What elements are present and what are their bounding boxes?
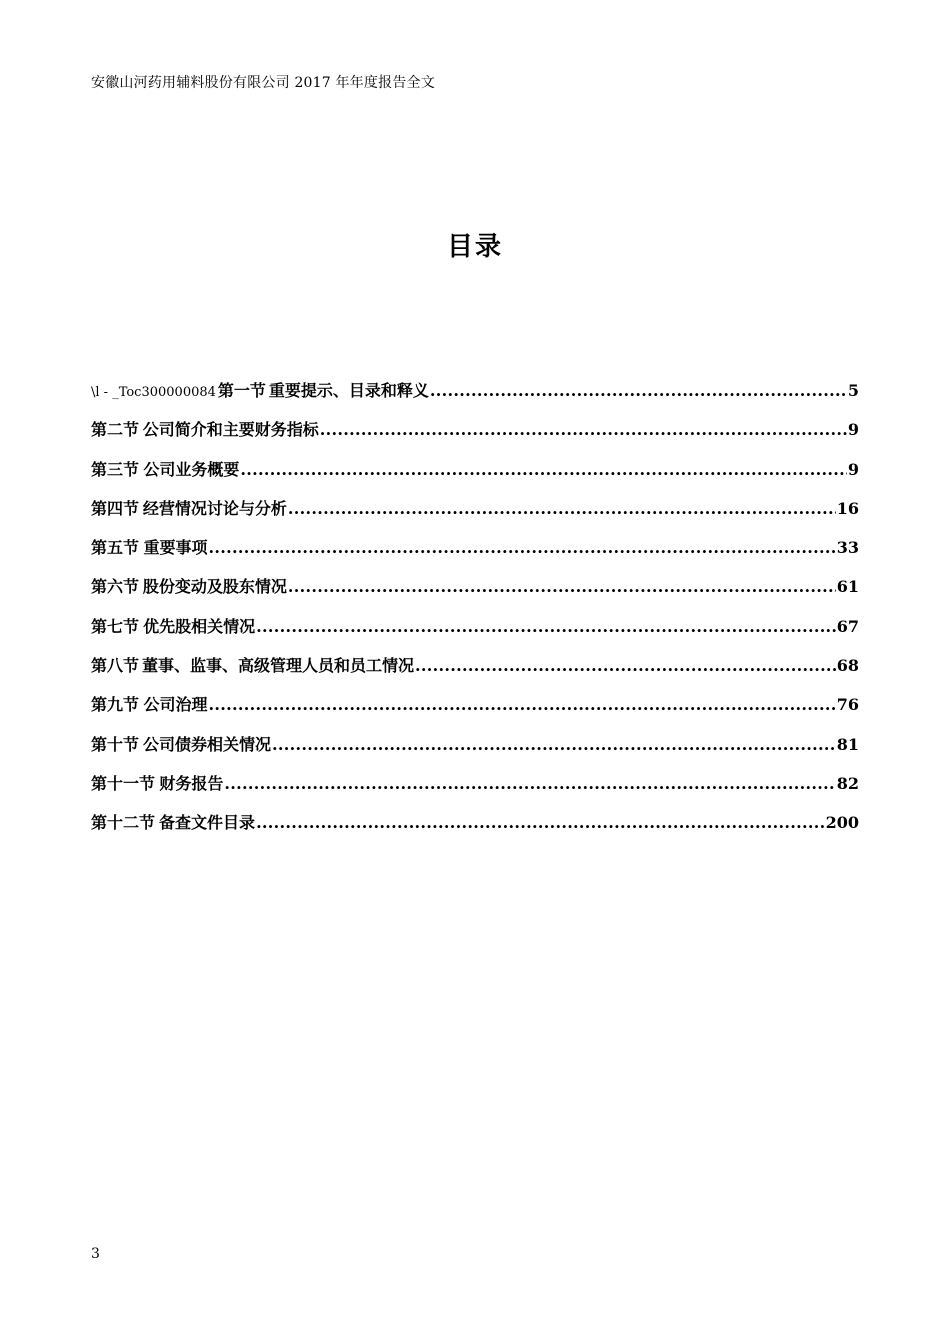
toc-entry-4[interactable] — [91, 496, 859, 535]
toc-entry-title: 公司简介和主要财务指标 — [142, 420, 319, 440]
toc-entry-page: 76 — [836, 695, 859, 715]
toc-dot-leader — [208, 695, 835, 714]
toc-entry-9[interactable] — [91, 692, 859, 731]
toc-entry-title: 公司债券相关情况 — [143, 734, 272, 754]
toc-entry-5[interactable] — [91, 535, 859, 574]
toc-entry-number: 第五节 — [91, 538, 140, 558]
toc-entry-page: 68 — [836, 656, 859, 676]
toc-entry-page: 9 — [847, 459, 859, 479]
toc-entry-11[interactable] — [91, 771, 859, 810]
toc-entry-number: 第六节 — [91, 577, 140, 597]
toc-entry-number: 第四节 — [91, 498, 140, 518]
toc-dot-leader — [256, 617, 836, 636]
toc-entry-page: 67 — [836, 616, 859, 636]
toc-entry-title: 重要事项 — [143, 538, 208, 558]
toc-dot-leader — [288, 577, 836, 596]
toc-dot-leader — [272, 735, 836, 754]
toc-entry-number: 第十节 — [91, 734, 140, 754]
toc-entry-title: 公司治理 — [143, 695, 208, 715]
toc-entry-8[interactable] — [91, 653, 859, 692]
toc-entry-7[interactable] — [91, 614, 859, 653]
toc-dot-leader — [240, 460, 847, 479]
toc-entry-2[interactable] — [91, 417, 859, 456]
toc-entry-number: 第九节 — [91, 695, 140, 715]
toc-entry-page: 61 — [836, 577, 859, 597]
toc-entry-title: 公司业务概要 — [143, 459, 240, 479]
toc-title: 目录 — [446, 232, 503, 262]
toc-entry-10[interactable] — [91, 732, 859, 771]
toc-entry-title: 优先股相关情况 — [143, 616, 256, 636]
toc-dot-leader — [430, 381, 847, 400]
toc-dot-leader — [415, 656, 836, 675]
toc-entry-page: 9 — [847, 420, 859, 440]
toc-dot-leader — [208, 538, 835, 557]
toc-entry-page: 16 — [836, 498, 859, 518]
toc-entry-page: 81 — [836, 734, 859, 754]
running-header: 安徽山河药用辅料股份有限公司 2017 年年度报告全文 — [91, 75, 435, 91]
toc-dot-leader — [256, 813, 825, 832]
toc-entry-page: 82 — [836, 773, 859, 793]
toc-entry-title: 财务报告 — [159, 773, 224, 793]
toc-dot-leader — [224, 774, 835, 793]
toc-entry-title: 经营情况讨论与分析 — [142, 498, 287, 518]
toc-entry-number: 第十二节 — [91, 813, 156, 833]
toc-entry-number: 第二节 — [91, 420, 140, 440]
toc-dot-leader — [320, 420, 847, 439]
toc-entry-title: 重要提示、目录和释义 — [268, 381, 429, 400]
toc-entry-title: 董事、监事、高级管理人员和员工情况 — [142, 656, 415, 676]
toc-entry-number: 第一节 — [217, 381, 266, 400]
toc-entry-page: 5 — [847, 381, 859, 400]
toc-entry-title: 备查文件目录 — [159, 813, 256, 833]
toc-entry-12[interactable] — [91, 810, 859, 849]
toc-entry-6[interactable] — [91, 574, 859, 613]
toc-entry-title: 股份变动及股东情况 — [142, 577, 287, 597]
toc-entry-number: 第三节 — [91, 459, 140, 479]
page-number: 3 — [91, 1246, 100, 1262]
toc-entry-number: 第八节 — [91, 656, 140, 676]
toc-field-code: \l - _Toc300000084 — [91, 385, 216, 400]
toc-entry-3[interactable] — [91, 457, 859, 496]
toc-entry-1[interactable] — [91, 378, 859, 417]
toc-entry-number: 第十一节 — [91, 773, 156, 793]
toc-dot-leader — [288, 499, 836, 518]
toc-entry-number: 第七节 — [91, 616, 140, 636]
toc-entry-page: 200 — [825, 813, 859, 833]
table-of-contents — [91, 378, 859, 850]
toc-entry-page: 33 — [836, 538, 859, 558]
